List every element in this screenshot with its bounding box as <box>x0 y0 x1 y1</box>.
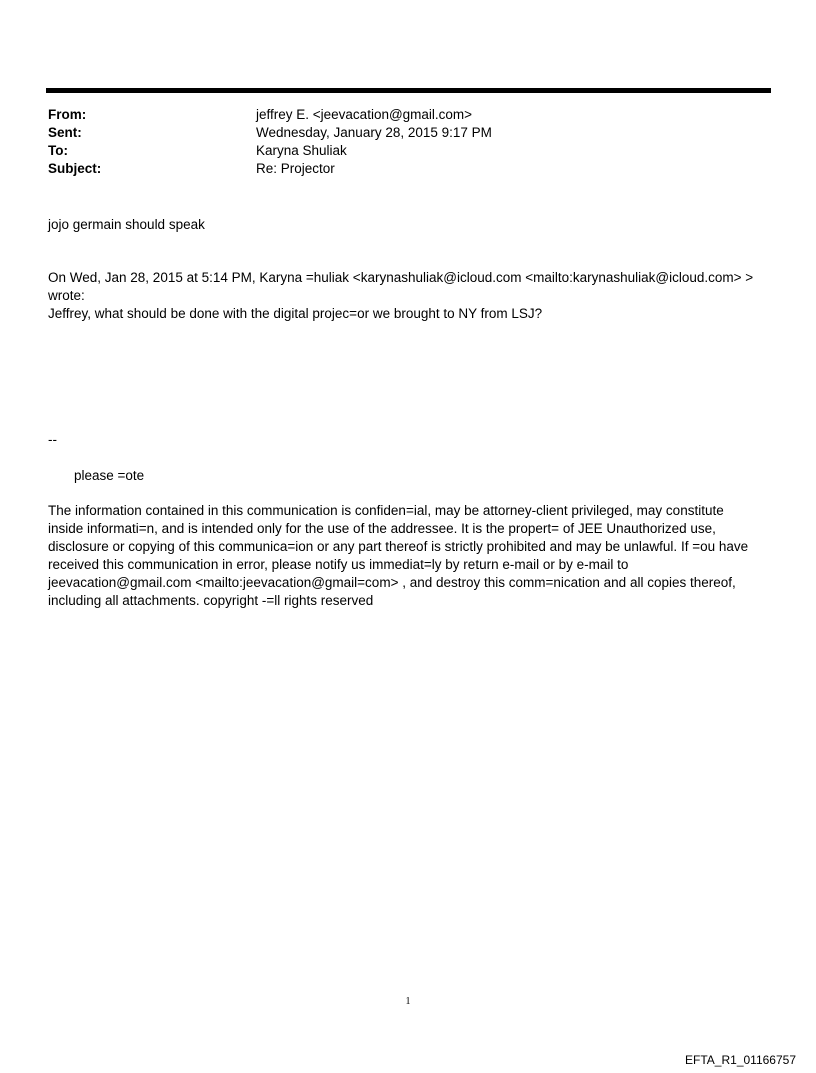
signature-note: please =ote <box>74 468 145 483</box>
signature-separator: -- <box>48 432 57 447</box>
sent-label: Sent: <box>48 125 82 140</box>
from-row <box>48 106 768 124</box>
header-rule <box>46 88 771 93</box>
to-row <box>48 142 768 160</box>
quote-text: Jeffrey, what should be done with the digital projec=or we brought to NY from LSJ? <box>48 306 543 321</box>
quoted-message <box>48 269 768 323</box>
page-number: 1 <box>405 996 411 1007</box>
document-id: EFTA_R1_01166757 <box>685 1053 796 1067</box>
subject-row <box>48 160 768 178</box>
from-value: jeffrey E. <jeevacation@gmail.com> <box>256 107 473 122</box>
reply-message: jojo germain should speak <box>48 217 205 232</box>
from-label: From: <box>48 107 87 122</box>
subject-label: Subject: <box>48 161 102 176</box>
sent-value: Wednesday, January 28, 2015 9:17 PM <box>256 125 492 140</box>
to-value: Karyna Shuliak <box>256 143 347 158</box>
subject-value: Re: Projector <box>256 161 335 176</box>
to-label: To: <box>48 143 68 158</box>
sent-row <box>48 124 768 142</box>
confidentiality-disclaimer: The information contained in this communication is confiden=ial, may be attorney-client privileged, may constitute inside informati=n, and is intended only for the use of the addressee. It is the propert= of JEE Unauthorized use, disclosure or copying of this communica=ion or any part thereof is strictly prohibited and may be unlawful. If =ou have received this communication in error, please notify us immediat=ly by return e-mail or by e-mail to jeevacation@gmail.com <mailto:jeevacation@gmail=com> , and destroy this comm=nication and all copies thereof, including all attachments. copyright -=ll rights reserved <box>48 503 749 608</box>
email-header-block <box>48 106 768 178</box>
quote-intro: On Wed, Jan 28, 2015 at 5:14 PM, Karyna =huliak <karynashuliak@icloud.com <mailto:karynashuliak@icloud.com> > wrote: <box>48 270 754 303</box>
